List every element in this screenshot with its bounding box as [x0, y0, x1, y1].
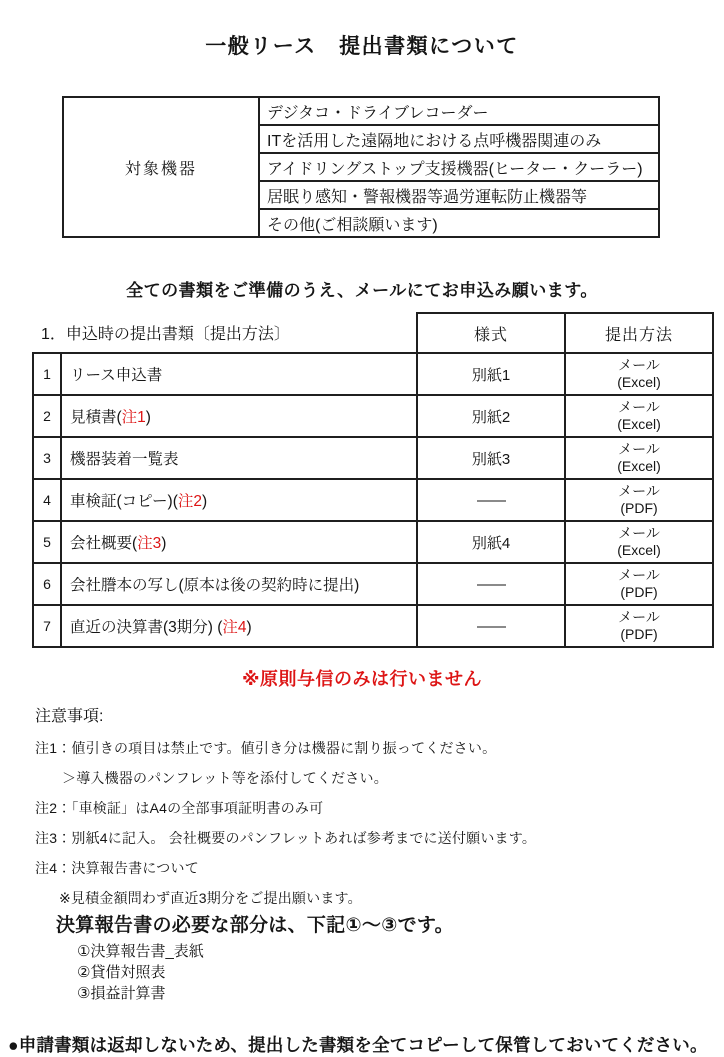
method-cell	[565, 437, 713, 479]
report-item-2: ②貸借対照表	[77, 964, 166, 981]
document-name-cell	[61, 437, 417, 479]
row-number-cell: 6	[33, 563, 61, 605]
method-cell	[565, 479, 713, 521]
document-name-cell	[61, 605, 417, 647]
method-format: (PDF)	[620, 500, 658, 516]
warning-note: ※原則与信のみは行いません	[242, 669, 482, 689]
table-header-row	[33, 313, 713, 353]
equipment-item-cell: アイドリングストップ支援機器(ヒーター・クーラー)	[259, 153, 659, 181]
table-row	[33, 605, 713, 647]
document-name: 機器装着一覧表	[70, 451, 179, 468]
note-ref: 注4	[222, 619, 247, 636]
method-cell	[565, 563, 713, 605]
table-row	[33, 395, 713, 437]
document-name: 会社概要(	[70, 535, 138, 552]
row-number-cell: 1	[33, 353, 61, 395]
style-cell: ――	[417, 563, 565, 605]
notes-title: 注意事項:	[35, 708, 104, 725]
submission-table-caption: 1．申込時の提出書類〔提出方法〕	[41, 326, 290, 343]
notes-section	[35, 703, 724, 1004]
note-4-heading: 決算報告書の必要な部分は、下記①～③です。	[56, 915, 454, 936]
document-name-cell	[61, 563, 417, 605]
page-title: 一般リース 提出書類について	[205, 35, 519, 58]
note-2: 注2：「車検証」はA4の全部事項証明書のみ可	[35, 800, 324, 816]
document-name-cell	[61, 395, 417, 437]
document-name-suffix: )	[246, 619, 252, 636]
equipment-header-cell: 対象機器	[63, 97, 259, 237]
document-name: リース申込書	[70, 367, 163, 384]
method-format: (Excel)	[617, 542, 661, 558]
row-number-cell: 3	[33, 437, 61, 479]
method-cell	[565, 605, 713, 647]
note-4-requirement: ※見積金額問わず直近3期分をご提出願います。	[59, 890, 362, 906]
method-channel: メール	[618, 566, 660, 583]
method-format: (Excel)	[617, 416, 661, 432]
column-header-method: 提出方法	[565, 313, 713, 353]
equipment-item-cell: デジタコ・ドライブレコーダー	[259, 97, 659, 125]
method-channel: メール	[618, 524, 660, 541]
row-number-cell: 5	[33, 521, 61, 563]
equipment-item-cell: 居眠り感知・警報機器等過労運転防止機器等	[259, 181, 659, 209]
document-name-cell	[61, 353, 417, 395]
style-cell: 別紙3	[417, 437, 565, 479]
note-1: 注1：値引きの項目は禁止です。値引き分は機器に割り振ってください。	[35, 740, 497, 756]
method-channel: メール	[618, 398, 660, 415]
method-cell	[565, 395, 713, 437]
report-item-3: ③損益計算書	[77, 985, 166, 1002]
method-channel: メール	[618, 356, 660, 373]
table-row	[33, 521, 713, 563]
table-row	[33, 437, 713, 479]
note-3: 注3：別紙4に記入。 会社概要のパンフレットあれば参考までに送付願います。	[35, 830, 537, 846]
note-1-sub: ＞導入機器のパンフレット等を添付してください。	[62, 770, 388, 786]
row-number-cell: 4	[33, 479, 61, 521]
table-row	[33, 563, 713, 605]
method-channel: メール	[618, 440, 660, 457]
column-header-style: 様式	[417, 313, 565, 353]
row-number-cell: 2	[33, 395, 61, 437]
method-channel: メール	[618, 482, 660, 499]
footer-note: ●申請書類は返却しないため、提出した書類を全てコピーして保管しておいてください。	[8, 1035, 708, 1055]
document-name: 車検証(コピー)(	[70, 493, 178, 510]
document-name-suffix: )	[145, 409, 151, 426]
method-format: (Excel)	[617, 458, 661, 474]
method-cell	[565, 353, 713, 395]
style-cell: 別紙4	[417, 521, 565, 563]
note-ref: 注3	[137, 535, 162, 552]
note-4: 注4：決算報告書について	[35, 860, 199, 876]
method-cell	[565, 521, 713, 563]
method-format: (PDF)	[620, 626, 658, 642]
table-row	[33, 479, 713, 521]
style-cell: 別紙2	[417, 395, 565, 437]
report-item-1: ①決算報告書_表紙	[77, 943, 204, 960]
document-name-cell	[61, 479, 417, 521]
table-row	[33, 353, 713, 395]
style-cell: ――	[417, 479, 565, 521]
document-name-suffix: )	[161, 535, 167, 552]
note-ref: 注2	[177, 493, 202, 510]
document-name-cell	[61, 521, 417, 563]
equipment-item-cell: ITを活用した遠隔地における点呼機器関連のみ	[259, 125, 659, 153]
submission-table	[32, 312, 714, 648]
style-cell: 別紙1	[417, 353, 565, 395]
row-number-cell: 7	[33, 605, 61, 647]
document-name: 直近の決算書(3期分) (	[70, 619, 223, 636]
style-cell: ――	[417, 605, 565, 647]
method-format: (PDF)	[620, 584, 658, 600]
method-channel: メール	[618, 608, 660, 625]
method-format: (Excel)	[617, 374, 661, 390]
table-row	[63, 97, 659, 125]
document-name: 会社謄本の写し(原本は後の契約時に提出)	[70, 577, 360, 594]
intro-note: 全ての書類をご準備のうえ、メールにてお申込み願います。	[126, 281, 598, 300]
equipment-table	[62, 96, 660, 238]
document-name-suffix: )	[202, 493, 208, 510]
note-ref: 注1	[121, 409, 146, 426]
equipment-item-cell: その他(ご相談願います)	[259, 209, 659, 237]
document-name: 見積書(	[70, 409, 122, 426]
